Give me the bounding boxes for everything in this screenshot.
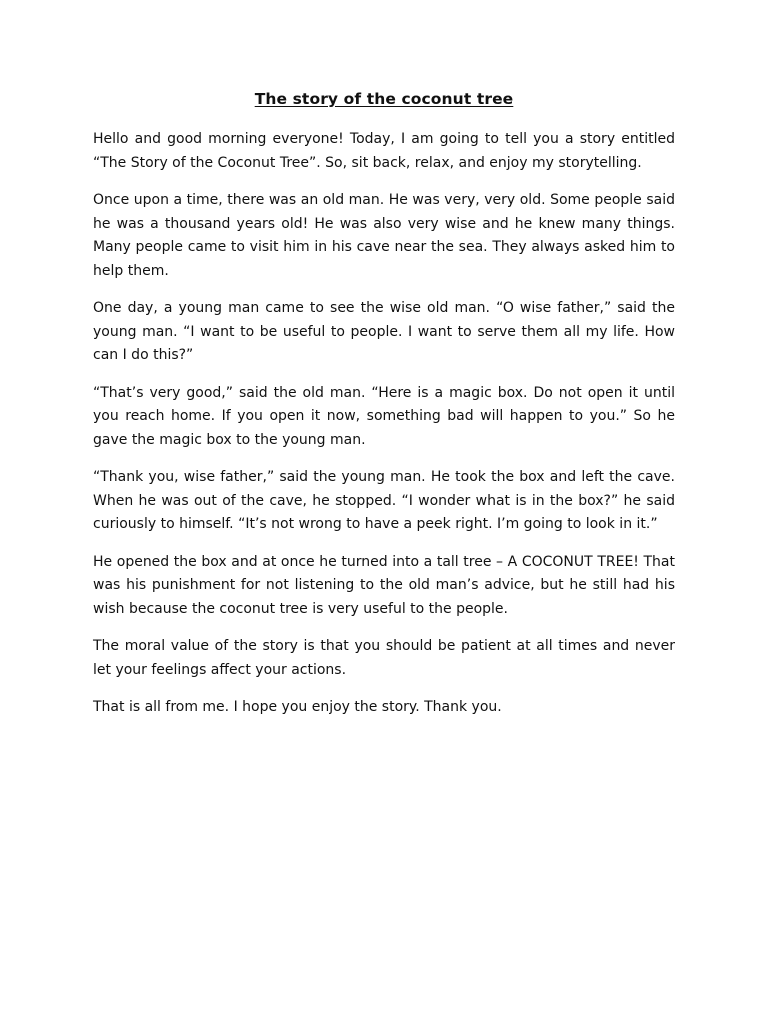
paragraph-intro: Hello and good morning everyone! Today, I am going to tell you a story entitled “The Story of the Coconut Tree”. So, sit back, relax, and enjoy my storytelling. xyxy=(93,131,675,171)
paragraph-magic-box: “That’s very good,” said the old man. “Here is a magic box. Do not open it until you reach home. If you open it now, something bad will happen to you.” So he gave the magic box to the young man. xyxy=(93,384,675,448)
paragraph-curiosity: “Thank you, wise father,” said the young man. He took the box and left the cave. When he was out of the cave, he stopped. “I wonder what is in the box?” he said curiously to himself. “It’s not wrong to have a peek right. I’m going to look in it.” xyxy=(93,469,675,532)
document-title: The story of the coconut tree xyxy=(254,90,514,108)
paragraph-coconut-tree: He opened the box and at once he turned into a tall tree – A COCONUT TREE! That was his punishment for not listening to the old man’s advice, but he still had his wish because the coconut tree is very useful to the people. xyxy=(93,553,675,617)
document-body xyxy=(93,128,675,734)
paragraph-moral-value: The moral value of the story is that you should be patient at all times and never let your feelings affect your actions. xyxy=(93,638,675,678)
paragraph-closing: That is all from me. I hope you enjoy the story. Thank you. xyxy=(93,699,502,715)
paragraph-old-man: Once upon a time, there was an old man. He was very, very old. Some people said he was a thousand years old! He was also very wise and he knew many things. Many people came to visit him in his cave near the sea. They always asked him to help them. xyxy=(93,192,675,279)
paragraph-young-man-visit: One day, a young man came to see the wise old man. “O wise father,” said the young man. “I want to be useful to people. I want to serve them all my life. How can I do this?” xyxy=(93,300,675,363)
